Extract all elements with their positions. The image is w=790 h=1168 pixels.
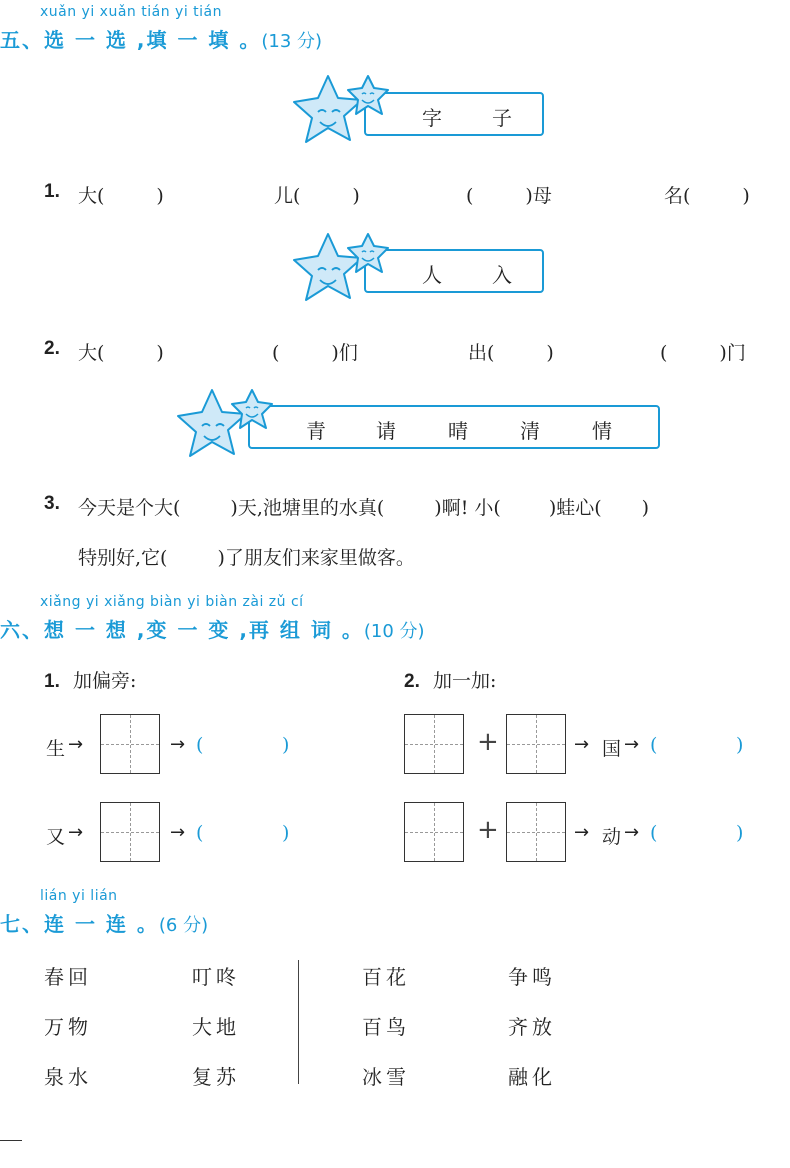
q1-item-3-open: (	[466, 185, 474, 207]
tianzige-box[interactable]	[506, 714, 566, 774]
answer-paren-open: (	[196, 734, 204, 756]
q3-row	[44, 493, 60, 515]
q1-item-2-text: 儿(	[274, 185, 301, 207]
plus-icon: +	[477, 727, 499, 757]
arrow-icon: →	[68, 822, 84, 843]
sec6-q1-label: 加偏旁:	[72, 670, 137, 692]
combine-result-1: 国	[602, 738, 622, 760]
sec6-q2-number: 2.	[404, 671, 420, 692]
arrow-icon: →	[170, 734, 186, 755]
q2-item-3	[468, 338, 554, 365]
sec7-points: (6 分)	[158, 915, 209, 936]
match-word[interactable]: 融化	[508, 1065, 556, 1089]
q2-item-3-close: )	[546, 342, 554, 364]
q1-item-4-text: 名(	[664, 185, 691, 207]
match-word[interactable]: 百鸟	[362, 1015, 410, 1039]
match-word[interactable]: 万物	[44, 1015, 92, 1039]
q1-item-1-close: )	[156, 185, 164, 207]
match-word[interactable]: 冰雪	[362, 1065, 410, 1089]
match-word[interactable]: 复苏	[192, 1065, 240, 1089]
q2-item-2-open: (	[272, 342, 280, 364]
answer-paren-close: )	[736, 822, 744, 844]
q2-item-4-text: )门	[719, 342, 746, 364]
star-mascot-icon	[174, 384, 284, 474]
q2-item-4-open: (	[660, 342, 668, 364]
q3-line2-part2: )了朋友们来家里做客。	[217, 547, 415, 569]
q1-item-4-close: )	[742, 185, 750, 207]
q1-option-1: 字	[422, 106, 442, 130]
match-word[interactable]: 齐放	[508, 1015, 556, 1039]
q2-number: 2.	[44, 338, 60, 359]
tianzige-box[interactable]	[506, 802, 566, 862]
star-mascot-icon	[290, 70, 400, 160]
radical-base-2: 又	[46, 826, 66, 848]
arrow-icon: →	[624, 822, 640, 843]
q1-item-4	[664, 181, 750, 208]
q2-item-2	[272, 338, 358, 365]
q1-option-2: 子	[492, 106, 512, 130]
page-corner-rule	[0, 1140, 22, 1141]
q3-line1-part2: )天,池塘里的水真(	[230, 497, 385, 519]
sec5-points: (13 分)	[261, 31, 323, 52]
sec6-q2-header	[404, 666, 496, 693]
q2-row	[44, 338, 60, 360]
arrow-icon: →	[170, 822, 186, 843]
q2-item-1	[78, 338, 164, 365]
q3-option-1: 青	[306, 419, 326, 443]
sec7-pinyin: lián yi lián	[40, 888, 118, 904]
arrow-icon: →	[574, 734, 590, 755]
q3-line1-end: )	[641, 497, 650, 519]
q3-line1-part3: )啊! 小(	[434, 497, 501, 519]
q2-option-2: 入	[492, 263, 512, 287]
tianzige-box[interactable]	[100, 714, 160, 774]
q1-item-1	[78, 181, 164, 208]
q3-line-1	[78, 493, 649, 520]
answer-paren-open: (	[650, 822, 658, 844]
sec7-title-text: 七、连 一 连 。	[0, 912, 159, 936]
answer-paren-close: )	[282, 822, 290, 844]
answer-paren-close: )	[282, 734, 290, 756]
sec6-q1-header	[44, 666, 136, 693]
match-word[interactable]: 叮咚	[192, 965, 240, 989]
star-mascot-icon	[290, 228, 400, 318]
sec6-pinyin: xiǎng yi xiǎng biàn yi biàn zài zǔ cí	[40, 594, 304, 610]
arrow-icon: →	[624, 734, 640, 755]
tianzige-box[interactable]	[404, 802, 464, 862]
answer-paren-open: (	[196, 822, 204, 844]
q3-line1-part4: )蛙心(	[548, 497, 602, 519]
q1-item-2	[274, 181, 360, 208]
q2-item-4	[660, 338, 746, 365]
sec6-title-text: 六、想 一 想 ,变 一 变 ,再 组 词 。	[0, 618, 364, 642]
sec6-q2-label: 加一加:	[432, 670, 497, 692]
q2-item-1-text: 大(	[78, 342, 105, 364]
sec5-title	[0, 24, 322, 53]
tianzige-box[interactable]	[404, 714, 464, 774]
q3-option-2: 请	[376, 419, 396, 443]
q3-line-2	[78, 543, 415, 570]
match-word[interactable]: 大地	[192, 1015, 240, 1039]
radical-base-1: 生	[46, 738, 66, 760]
q3-options-banner	[248, 405, 660, 449]
arrow-icon: →	[574, 822, 590, 843]
q3-option-4: 清	[520, 419, 540, 443]
combine-result-2: 动	[602, 826, 622, 848]
match-word[interactable]: 百花	[362, 965, 410, 989]
tianzige-box[interactable]	[100, 802, 160, 862]
q3-option-5: 情	[592, 419, 612, 443]
q1-item-2-close: )	[352, 185, 360, 207]
q3-line1-part1: 今天是个大(	[78, 497, 181, 519]
answer-paren-open: (	[650, 734, 658, 756]
sec6-points: (10 分)	[363, 621, 425, 642]
q2-option-1: 人	[422, 263, 442, 287]
q1-item-3-text: )母	[525, 185, 552, 207]
q1-item-3	[466, 181, 552, 208]
q3-number: 3.	[44, 493, 60, 514]
match-word[interactable]: 泉水	[44, 1065, 92, 1089]
q3-line2-part1: 特别好,它(	[78, 547, 168, 569]
arrow-icon: →	[68, 734, 84, 755]
plus-icon: +	[477, 815, 499, 845]
q1-row	[44, 181, 60, 203]
match-word[interactable]: 春回	[44, 965, 92, 989]
sec6-title	[0, 614, 425, 643]
q2-item-3-text: 出(	[468, 342, 495, 364]
q1-number: 1.	[44, 181, 60, 202]
q1-item-1-text: 大(	[78, 185, 105, 207]
match-word[interactable]: 争鸣	[508, 965, 556, 989]
sec7-title	[0, 908, 208, 937]
q2-item-2-text: )们	[331, 342, 358, 364]
sec5-title-text: 五、选 一 选 ,填 一 填 。	[0, 28, 262, 52]
answer-paren-close: )	[736, 734, 744, 756]
q3-option-3: 晴	[448, 419, 468, 443]
q2-item-1-close: )	[156, 342, 164, 364]
sec5-pinyin: xuǎn yi xuǎn tián yi tián	[40, 4, 222, 20]
column-divider	[298, 960, 299, 1084]
sec6-q1-number: 1.	[44, 671, 60, 692]
